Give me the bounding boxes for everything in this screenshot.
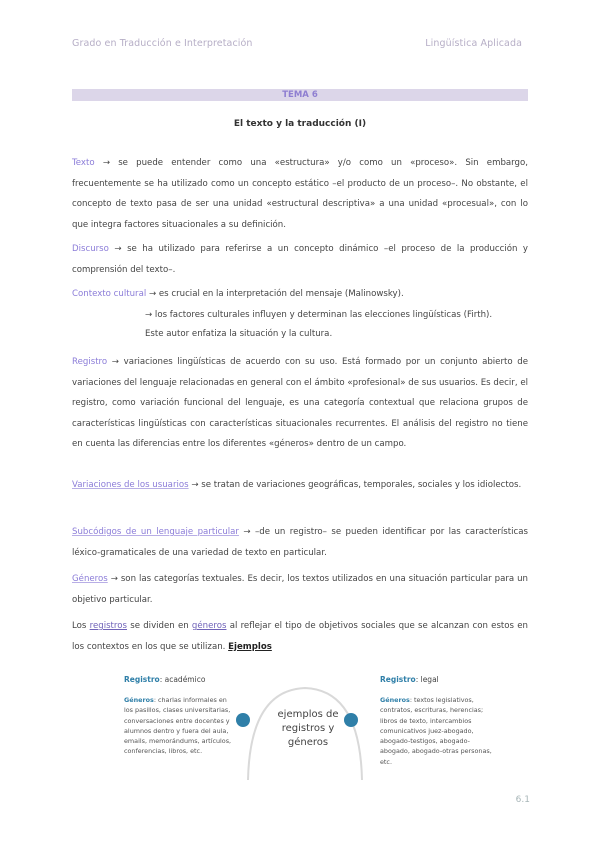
term-variaciones: Variaciones de los usuarios	[72, 480, 189, 490]
tema-banner	[72, 89, 528, 101]
diagram-center	[262, 708, 354, 750]
diagram-center-line-3: géneros	[287, 737, 329, 748]
paragraph-generos	[72, 569, 528, 610]
header-subject: Lingüística Aplicada	[425, 38, 522, 49]
page-number: 6.1	[515, 795, 530, 805]
diagram-right-generos-value: : textos legislativos, contratos, escrituras, herencias; libros de texto, intercambios comunicativos juez-abogado, abogado-testigos, abogado-abogado, abogado-otras personas, etc.	[380, 696, 492, 766]
paragraph-generos-body: → son las categorías textuales. Es decir, los textos utilizados en una situación particular para un objetivo particular.	[72, 574, 528, 605]
diagram-right-generos	[380, 695, 492, 767]
diagram-left-registro-label: Registro	[124, 675, 160, 684]
diagram-right-registro-value: : legal	[415, 675, 439, 684]
diagram-left-generos-value: : charlas informales en los pasillos, clases universitarias, conversaciones entre docentes y alumnos dentro y fuera del aula, emails, memorándums, artículos, conferencias, libros, etc.	[124, 696, 232, 756]
ejemplos-label: Ejemplos	[228, 641, 272, 652]
diagram-right-registro-label: Registro	[380, 675, 416, 684]
diagram-center-line-1: ejemplos de	[277, 709, 339, 720]
final-text-c: al reflejar el tipo de objetivos sociales que se alcanzan con estos en los contextos en los que se utilizan.	[72, 621, 528, 652]
paragraph-registro	[72, 352, 528, 455]
diagram-left-registro-value: : académico	[159, 675, 206, 684]
paragraph-discurso	[72, 239, 528, 280]
link-registros: registros	[89, 621, 128, 631]
term-generos: Géneros	[72, 574, 108, 584]
paragraph-subcodigos-body: → –de un registro– se pueden identificar por las características léxico-gramaticales de una variedad de texto en particular.	[72, 527, 528, 558]
link-generos: géneros	[191, 621, 227, 631]
final-text-b: se dividen en	[127, 621, 192, 631]
paragraph-registro-body: → variaciones lingüísticas de acuerdo con su uso. Está formado por un conjunto abierto de variaciones del lenguaje relacionadas en general con el ámbito «profesional» de sus usuarios. Es decir, el registro, como variación funcional del lenguaje, es una categoría contextual que relaciona grupos de características lingüísticas con características situacionales recurrentes. El análisis del registro no tiene en cuenta las diferencias entre los diferentes «géneros» dentro de un campo.	[72, 357, 528, 450]
term-texto: Texto	[72, 158, 95, 168]
tema-label: TEMA 6	[282, 90, 318, 100]
term-subcodigos: Subcódigos de un lenguaje particular	[72, 527, 239, 537]
diagram-dot-left	[236, 713, 250, 727]
paragraph-texto	[72, 153, 528, 235]
paragraph-subcodigos	[72, 522, 528, 563]
page-title: El texto y la traducción (I)	[233, 119, 367, 129]
paragraph-contexto-body: → es crucial en la interpretación del mensaje (Malinowsky).	[146, 289, 404, 299]
contexto-line-3: Este autor enfatiza la situación y la cultura.	[145, 329, 333, 339]
contexto-line-2: → los factores culturales influyen y determinan las elecciones lingüísticas (Firth).	[145, 310, 493, 320]
paragraph-discurso-body: → se ha utilizado para referirse a un concepto dinámico –el proceso de la producción y comprensión del texto–.	[72, 244, 528, 275]
term-registro: Registro	[72, 357, 108, 367]
term-contexto: Contexto cultural	[72, 289, 147, 299]
diagram-left-generos	[124, 695, 236, 757]
paragraph-final	[72, 616, 528, 657]
paragraph-variaciones	[72, 475, 528, 496]
final-text-a: Los	[72, 621, 90, 631]
diagram-left-generos-label: Géneros	[124, 696, 154, 704]
term-discurso: Discurso	[72, 244, 109, 254]
paragraph-variaciones-body: → se tratan de variaciones geográficas, temporales, sociales y los idiolectos.	[188, 480, 522, 490]
paragraph-contexto	[72, 284, 528, 305]
diagram-right-registro	[380, 675, 439, 684]
paragraph-texto-body: → se puede entender como una «estructura» y/o como un «proceso». Sin embargo, frecuentemente se ha utilizado como un concepto estático –el producto de un proceso–. No obstante, el concepto de texto pasa de ser una unidad «estructural descriptiva» a una unidad «procesual», con lo que integra factores situacionales a su definición.	[72, 158, 528, 230]
diagram-right-generos-label: Géneros	[380, 696, 410, 704]
header-course: Grado en Traducción e Interpretación	[72, 38, 253, 49]
diagram-left-registro	[124, 675, 205, 684]
diagram-center-line-2: registros y	[281, 723, 335, 734]
